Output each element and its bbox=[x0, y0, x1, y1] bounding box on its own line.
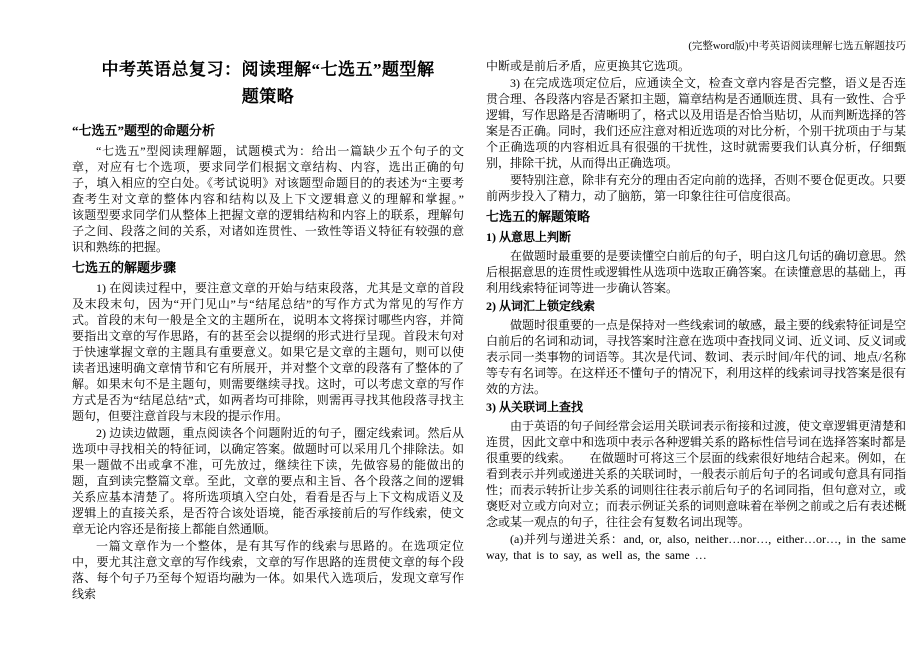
section-heading-question-analysis: “七选五”题型的命题分析 bbox=[72, 123, 216, 138]
two-column-layout bbox=[72, 40, 906, 603]
paragraph-intro: “七选五”型阅读理解题，试题模式为：给出一篇缺少五个句子的文章，对应有七个选项，要求同学们根据文章结构、内容，选出正确的句子，填入相应的空白处。《考试说明》对该题型命题目的的表述为“主要考查考生对文章的整体内容和结构以及上下文逻辑意义的理解和掌握。” 该题型要求同学们从整体上把握文章的逻辑结构和内容上的联系，理解句子之间、段落之间的关系，对诸如连贯性、一致性等语义特征有较强的意识和熟练的把握。 bbox=[72, 144, 489, 254]
paragraph-strategy-3: 由于英语的句子间经常会运用关联词表示衔接和过渡，使文章逻辑更清楚和连贯，因此文章中和选项中表示各种逻辑关系的路标性信号词在选择答案时都是很重要的线索。 在做题时可将这三个层面的线索很好地结合起来。例如，在看到表示并列或递进关系的关联词时，一般表示前后句子的名词或句意具有同指性；而表示转折让步关系的词则往往表示前后句子的名词同指，但句意对立，或褒贬对立或方向对立；而表示例证关系的词则意味着在举例之前或之后有表述概念或某一观点的句子，往往会有复数名词出现等。 bbox=[486, 419, 907, 529]
subheading-connective-words: 3) 从关联词上查找 bbox=[486, 400, 583, 414]
document-title bbox=[82, 56, 454, 110]
paragraph-step-2-continued: 一篇文章作为一个整体，是有其写作的线索与思路的。在选项定位中，要尤其注意文章的写作线索，文章的写作思路的连贯使文章的每个段落、每个句子乃至每个短语均融为一体。如果代入选项后，发现文章写作线索 bbox=[72, 539, 464, 601]
right-column bbox=[486, 40, 906, 603]
paragraph-note: 要特别注意，除非有充分的理由否定向前的选择，否则不要仓促更改。只要前两步投入了精力，动了脑筋，第一印象往往可信度很高。 bbox=[486, 173, 907, 203]
subheading-vocabulary-clues: 2) 从词汇上锁定线索 bbox=[486, 299, 595, 313]
page-header: (完整word版)中考英语阅读理解七选五解题技巧 bbox=[688, 41, 906, 52]
subheading-judge-by-meaning: 1) 从意思上判断 bbox=[486, 230, 571, 244]
paragraph-step-3: 3) 在完成选项定位后，应通读全文，检查文章内容是否完整，语义是否连贯合理、各段落内容是否紧扣主题，篇章结构是否通顺连贯、具有一致性、合乎逻辑，写作思路是否清晰明了，格式以及用语是否恰当贴切，从而判断选择的答案是否正确。同时，我们还应注意对相近选项的对比分析，个别干扰项由于与某个正确选项的内容相近具有很强的干扰性，这时就需要我们认真分析，仔细甄别，排除干扰，从而得出正确选项。 bbox=[486, 76, 907, 170]
left-column bbox=[72, 40, 489, 603]
title-line-2: 题策略 bbox=[241, 87, 295, 106]
paragraph-step-1: 1) 在阅读过程中，要注意文章的开始与结束段落，尤其是文章的首段及末段末句，因为“开门见山”与“结尾总结”的写作方式为常见的写作方式。首段的末句一般是全文的主题所在，说明本文将探讨哪些内容，并简要指出文章的写作思路，有的甚至会以提纲的形式进行呈现。首段末句对于快速掌握文章的主题具有重要意义。如果它是文章的主题句，则可以使读者迅速明确文章情节和它有所展开，并对整个文章的段落有了整体的了解。如果末句不是主题句，则需要继续寻找。这时，可以考虑文章的写作方式是否为“结尾总结”式，如两者均可排除，则需再寻找其他段落寻找主题句，但要注意首段与末段的提示作用。 bbox=[72, 281, 464, 423]
paragraph-step-2: 2) 边读边做题，重点阅读各个问题附近的句子，圈定线索词。然后从选项中寻找相关的特征词，以确定答案。做题时可以采用几个排除法。如果一题做不出或拿不准，可先放过，继续往下读，先做容易的能做出的题，直到读完整篇文章。至此，文章的要点和主旨、各个段落之间的逻辑关系应基本清楚了。将所选项填入空白处，看看是否与上下文构成语义及逻辑上的直接关系，是否符合该处语境，能否承接前后的写作线索，使文章无论内容还是衔接上都能自然通顺。 bbox=[72, 426, 464, 536]
paragraph-continuation: 中断或是前后矛盾，应更换其它选项。 bbox=[486, 59, 691, 73]
paragraph-list-item-a: (a)并列与递进关系：and, or, also, neither…nor…, either…or…, in the same way, that is to say, as well as, the same … bbox=[486, 532, 906, 562]
section-heading-strategies: 七选五的解题策略 bbox=[486, 209, 591, 224]
title-line-1: 中考英语总复习：阅读理解“七选五”题型解 bbox=[101, 60, 435, 79]
paragraph-strategy-2: 做题时很重要的一点是保持对一些线索词的敏感，最主要的线索特征词是空白前后的名词和动词，寻找答案时注意在选项中查找同义词、近义词、反义词或表示同一类事物的词语等。其次是代词、数词、表示时间/年代的词、地点/名称等专有名词等。在这样还不懂句子的情况下，利用这样的线索词寻找答案是很有效的方法。 bbox=[486, 318, 907, 396]
section-heading-solution-steps: 七选五的解题步骤 bbox=[72, 260, 177, 275]
paragraph-strategy-1: 在做题时最重要的是要读懂空白前后的句子，明白这几句话的确切意思。然后根据意思的连贯性或逻辑性从选项中选取正确答案。在读懂意思的基础上，再利用线索特征词等进一步确认答案。 bbox=[486, 249, 907, 295]
